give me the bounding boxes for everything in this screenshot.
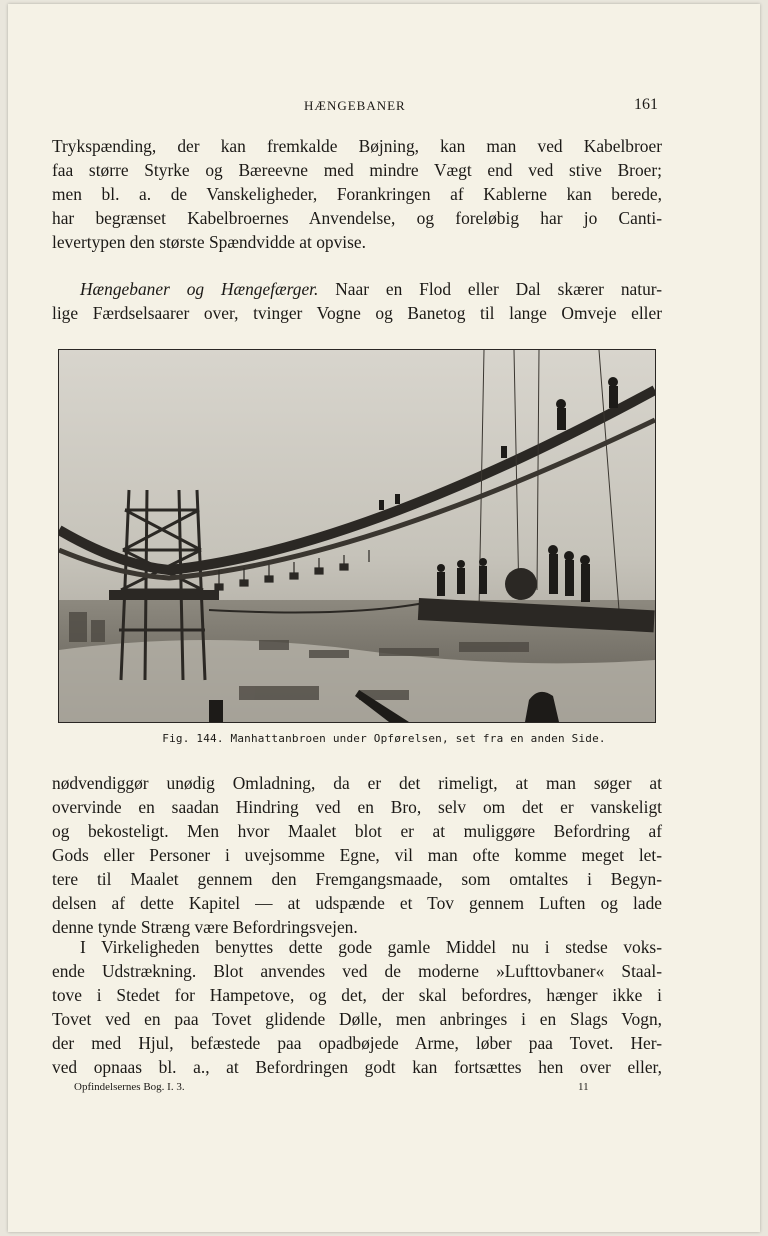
text-line: denne tynde Stræng være Befordringsvejen. [52, 917, 358, 937]
text-line: der med Hjul, befæstede paa opadbøjede Arme, løber paa Tovet. Her- [52, 1033, 662, 1053]
figure-photograph [58, 349, 656, 723]
figure-caption: Fig. 144. Manhattanbroen under Opførelsen, set fra en anden Side. [162, 732, 606, 745]
section-heading: Hængebaner og Hængefærger. [80, 279, 319, 299]
paragraph-3 [52, 771, 662, 939]
page-header [8, 96, 760, 120]
text-line: I Virkeligheden benyttes dette gode gamle Middel nu i stedse voks- [80, 937, 662, 957]
page-footer [8, 1081, 760, 1097]
text-line: faa større Styrke og Bæreevne med mindre Vægt end ved stive Broer; [52, 160, 662, 180]
text-line: Trykspænding, der kan fremkalde Bøjning, kan man ved Kabelbroer [52, 136, 662, 156]
text-line: delsen af dette Kapitel — at udspænde et Tov gennem Luften og lade [52, 893, 662, 913]
text-line: og bekosteligt. Men hvor Maalet blot er at muliggøre Befordring af [52, 821, 662, 841]
text-line: men bl. a. de Vanskeligheder, Forankringen af Kablerne kan berede, [52, 184, 662, 204]
paragraph-2 [52, 277, 662, 325]
text-line [52, 277, 662, 301]
text-line: lige Færdselsaarer over, tvinger Vogne og Banetog til lange Omveje eller [52, 303, 662, 323]
text-line: nødvendiggør unødig Omladning, da er det rimeligt, at man søger at [52, 773, 662, 793]
text-line: har begrænset Kabelbroernes Anvendelse, og foreløbig har jo Canti- [52, 208, 662, 228]
book-page [8, 4, 760, 1232]
sheet-number: 11 [578, 1081, 589, 1093]
text-line: tove i Stedet for Hampetove, og det, der skal befordres, hænger ikke i [52, 985, 662, 1005]
text-line: levertypen den største Spændvidde at opvise. [52, 232, 366, 252]
book-signature: Opfindelsernes Bog. I. 3. [74, 1081, 185, 1093]
paragraph-4 [52, 935, 662, 1079]
text-line: overvinde en saadan Hindring ved en Bro, selv om det er vanskeligt [52, 797, 662, 817]
text-line: ende Udstrækning. Blot anvendes ved de moderne »Lufttovbaner« Staal- [52, 961, 662, 981]
text-run: Naar en Flod eller Dal skærer natur- [318, 279, 662, 299]
text-line: Gods eller Personer i uvejsomme Egne, vil man ofte komme meget let- [52, 845, 662, 865]
running-title: HÆNGEBANER [304, 98, 406, 113]
page-number: 161 [634, 96, 658, 113]
bridge-construction-photo [59, 350, 655, 722]
text-line: Tovet ved en paa Tovet glidende Dølle, men anbringes i en Slags Vogn, [52, 1009, 662, 1029]
paragraph-1 [52, 134, 662, 254]
text-line: tere til Maalet gennem den Fremgangsmaade, som omtaltes i Begyn- [52, 869, 662, 889]
text-line: ved opnaas bl. a., at Befordringen godt kan fortsættes hen over eller, [52, 1057, 662, 1077]
